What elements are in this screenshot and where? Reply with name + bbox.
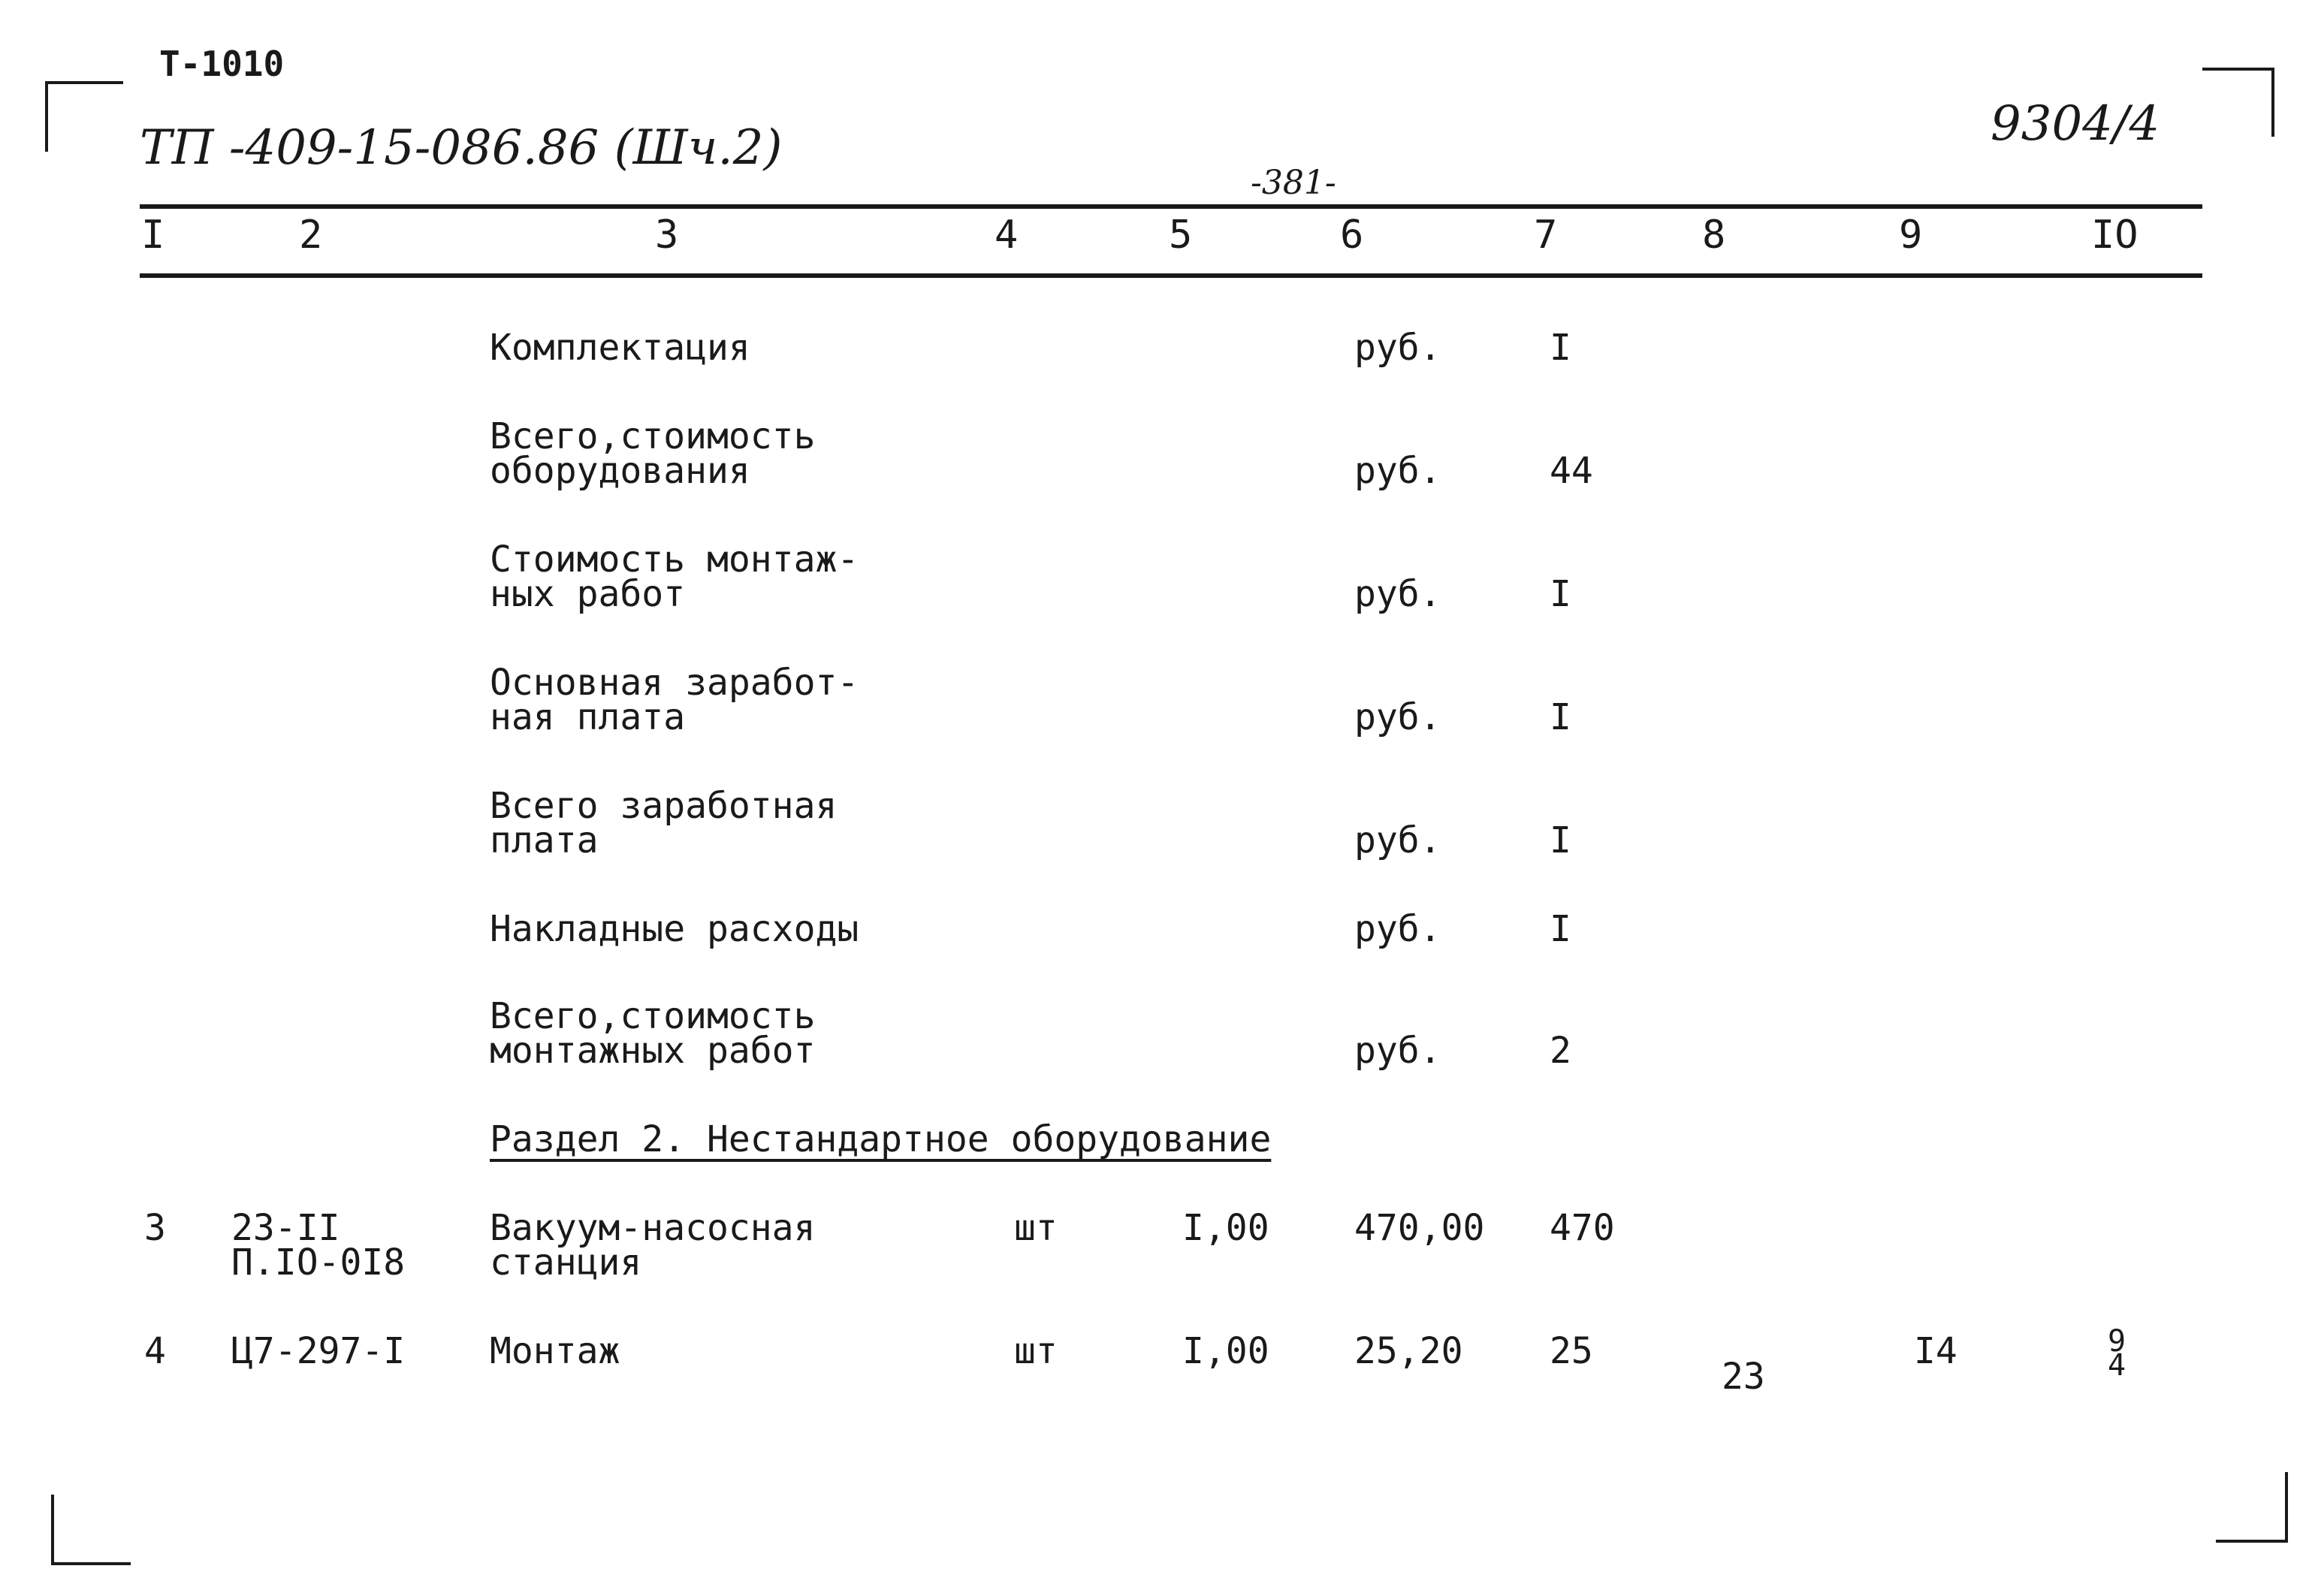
page-number: -381- [1251, 164, 1336, 202]
item-col8: 23 [1722, 1356, 1765, 1398]
doc-code: Т-1010 [159, 44, 285, 84]
row-unit: руб. [1354, 908, 1441, 950]
section-title: Раздел 2. Нестандартное оборудование [490, 1118, 1272, 1160]
row-description: Накладные расходы [490, 908, 859, 950]
item-col10: 9 4 [2108, 1324, 2126, 1383]
corner-bracket-top-left [45, 81, 123, 152]
item-unit: шт [1014, 1207, 1058, 1249]
item-col9: I4 [1914, 1330, 1957, 1372]
column-header-1: I [141, 213, 165, 258]
row-description: Основная заработ- ная плата [490, 662, 859, 738]
row-description: Стоимость монтаж- ных работ [490, 539, 859, 615]
row-value: I [1550, 327, 1571, 369]
item-code: Ц7-297-I [231, 1330, 406, 1372]
column-header-8: 8 [1702, 213, 1726, 258]
row-value: 2 [1550, 1030, 1571, 1072]
row-unit: руб. [1354, 819, 1441, 861]
row-description: Всего заработная плата [490, 785, 838, 861]
column-header-2: 2 [299, 213, 323, 258]
table-top-rule [140, 204, 2202, 209]
corner-bracket-bottom-right [2216, 1472, 2288, 1543]
column-header-9: 9 [1899, 213, 1923, 258]
corner-bracket-bottom-left [51, 1495, 131, 1565]
item-number: 4 [144, 1330, 166, 1372]
item-total: 25 [1550, 1330, 1593, 1372]
item-number: 3 [144, 1207, 166, 1249]
item-unit-price: 25,20 [1354, 1330, 1463, 1372]
row-value: I [1550, 573, 1571, 615]
item-code: 23-II П.IО-0I8 [231, 1207, 406, 1284]
column-header-7: 7 [1534, 213, 1558, 258]
item-quantity: I,00 [1182, 1207, 1269, 1249]
row-unit: руб. [1354, 696, 1441, 738]
row-value: I [1550, 908, 1571, 950]
column-header-10: IO [2091, 213, 2138, 258]
column-header-3: 3 [655, 213, 679, 258]
row-description: Всего,стоимость монтажных работ [490, 995, 816, 1072]
sheet-number: 9304/4 [1991, 96, 2160, 152]
table-header-bottom-rule [140, 273, 2202, 278]
item-quantity: I,00 [1182, 1330, 1269, 1372]
row-description: Комплектация [490, 327, 750, 369]
column-header-4: 4 [995, 213, 1019, 258]
column-header-6: 6 [1340, 213, 1364, 258]
item-unit-price: 470,00 [1354, 1207, 1485, 1249]
row-unit: руб. [1354, 327, 1441, 369]
row-value: I [1550, 819, 1571, 861]
item-description: Вакуум-насосная станция [490, 1207, 816, 1284]
row-value: I [1550, 696, 1571, 738]
project-code: ТП -409-15-086.86 (Шч.2) [140, 120, 783, 176]
row-value: 44 [1550, 450, 1593, 492]
row-unit: руб. [1354, 450, 1441, 492]
item-description: Монтаж [490, 1330, 620, 1372]
row-unit: руб. [1354, 1030, 1441, 1072]
row-unit: руб. [1354, 573, 1441, 615]
column-header-5: 5 [1169, 213, 1193, 258]
row-description: Всего,стоимость оборудования [490, 415, 816, 492]
corner-bracket-top-right [2202, 68, 2274, 137]
item-total: 470 [1550, 1207, 1615, 1249]
item-unit: шт [1014, 1330, 1058, 1372]
